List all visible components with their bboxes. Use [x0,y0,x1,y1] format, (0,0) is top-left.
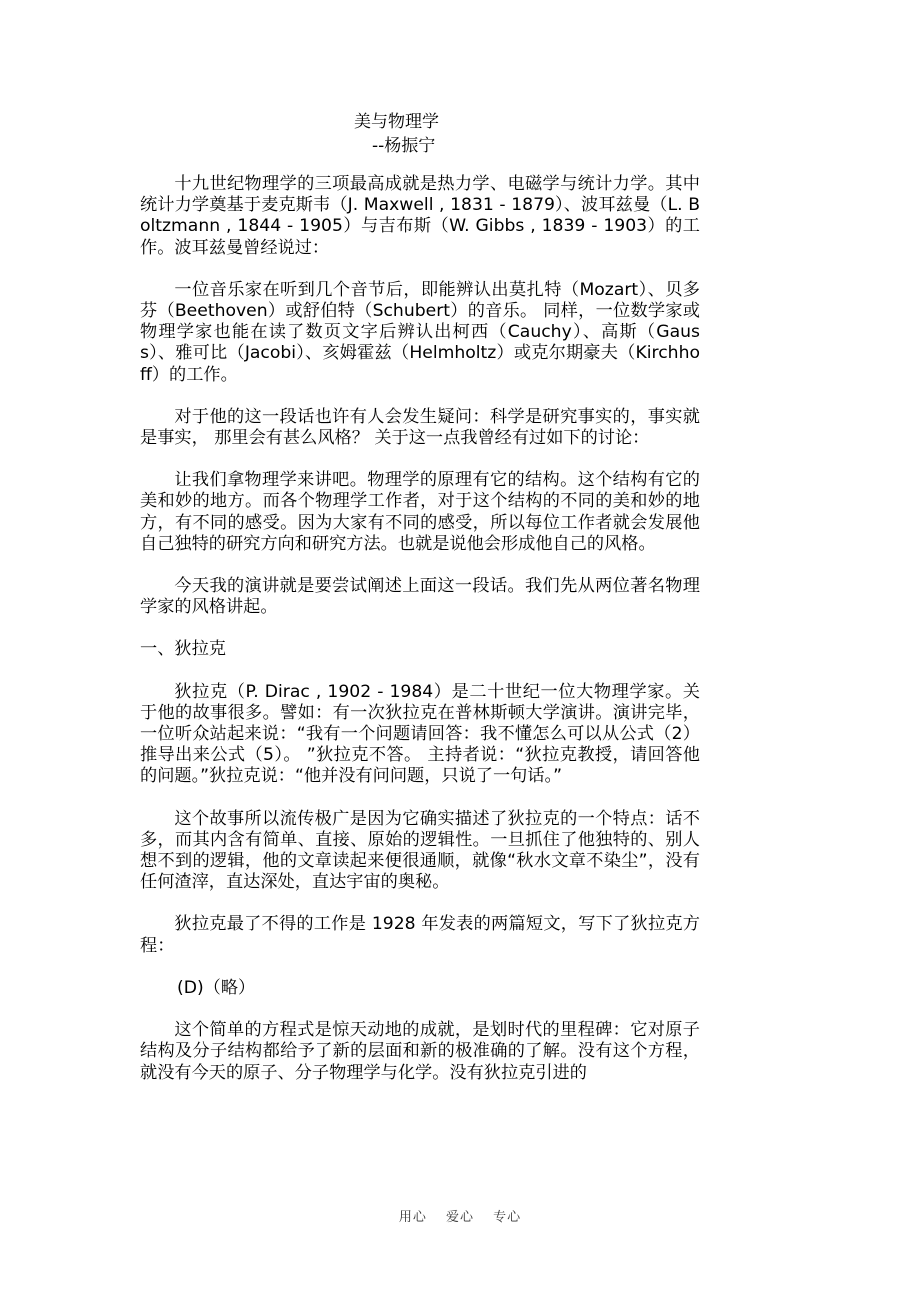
paragraph: 狄拉克最了不得的工作是 1928 年发表的两篇短文，写下了狄拉克方程： [140,914,700,956]
document-body [140,174,700,1105]
section-heading: 一、狄拉克 [140,639,226,660]
document-title: 美与物理学 [354,112,439,132]
paragraph: 对于他的这一段话也许有人会发生疑问：科学是研究事实的，事实就是事实， 那里会有甚么风格？ 关于这一点我曾经有过如下的讨论： [140,406,700,449]
paragraph: 今天我的演讲就是要尝试阐述上面这一段话。我们先从两位著名物理学家的风格讲起。 [140,576,700,618]
paragraph: 狄拉克（P. Dirac , 1902 - 1984）是二十世纪一位大物理学家。关于他的故事很多。譬如：有一次狄拉克在普林斯顿大学演讲。演讲完毕，一位听众站起来说：“我有一个问题请回答：我不懂怎么可以从公式（2）推导出来公式（5）。 ”狄拉克不答。 主持者说：“狄拉克教授，请回答他的问题。”狄拉克说：“他并没有问问题，只说了一句话。” [140,681,700,787]
paragraph: 这个简单的方程式是惊天动地的成就，是划时代的里程碑：它对原子结构及分子结构都给予了新的层面和新的极准确的了解。没有这个方程，就没有今天的原子、分子物理学与化学。没有狄拉克引进的 [140,1020,700,1083]
paragraph: 让我们拿物理学来讲吧。物理学的原理有它的结构。这个结构有它的美和妙的地方。而各个物理学工作者，对于这个结构的不同的美和妙的地方，有不同的感受。因为大家有不同的感受，所以每位工作者就会发展他自己独特的研究方向和研究方法。也就是说他会形成他自己的风格。 [140,470,700,554]
paragraph: 十九世纪物理学的三项最高成就是热力学、电磁学与统计力学。其中统计力学奠基于麦克斯韦（J. Maxwell , 1831 - 1879）、波耳兹曼（L. Boltzmann , 1844 - 1905）与吉布斯（W. Gibbs , 1839 - 1903）的工作。波耳兹曼曾经说过： [140,174,700,258]
page-footer: 用心 爱心 专心 [398,1210,522,1225]
document-author: --杨振宁 [372,136,436,156]
paragraph: 一位音乐家在听到几个音节后，即能辨认出莫扎特（Mozart）、贝多芬（Beethoven）或舒伯特（Schubert）的音乐。 同样，一位数学家或物理学家也能在读了数页文字后辨认出柯西（Cauchy）、高斯（Gauss）、雅可比（Jacobi）、亥姆霍兹（Helmholtz）或克尔期豪夫（Kirchhoff）的工作。 [140,279,700,385]
title-block [340,110,540,158]
formula-placeholder: (D)（略） [177,977,256,998]
paragraph: 这个故事所以流传极广是因为它确实描述了狄拉克的一个特点：话不多，而其内含有简单、直接、原始的逻辑性。一旦抓住了他独特的、别人想不到的逻辑，他的文章读起来便很通顺，就像“秋水文章不染尘”，没有任何渣滓，直达深处，直达宇宙的奥秘。 [140,808,700,893]
